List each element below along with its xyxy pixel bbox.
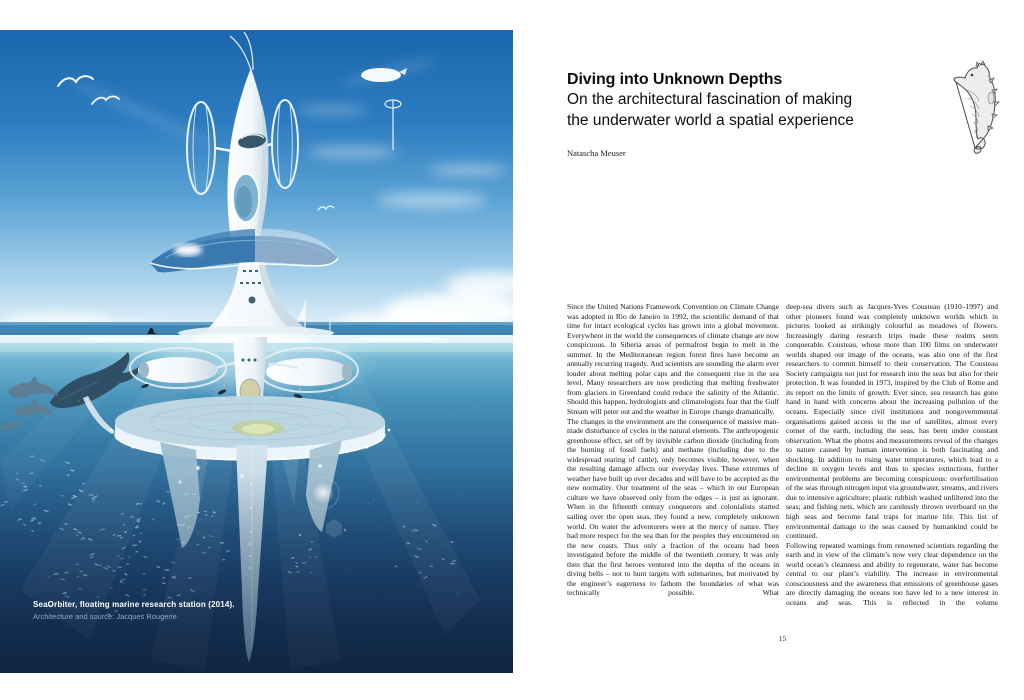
author-name: Natascha Meuser xyxy=(567,148,626,158)
image-caption xyxy=(33,600,235,621)
paragraph: Since the United Nations Framework Convention on Climate Change was adopted in Rio de Janeiro in 1992, the scientific demand of that time for intact ecological cycles has grown into a global movement. Everywhere in the world the consequences of climate change are now conspicuous. In Siberia areas of permafrost begin to melt in the summer. In the Mediterranean region forest fires have become an annually recurring tragedy. And scientists are sounding the alarm ever louder about melting polar caps and the consequent rise in the sea level. Many researchers are now predicting that melting freshwater from glaciers in Greenland could reduce the salinity of the Atlantic. Should this happen, hydrologists and climatologists fear that the Gulf Stream will peter out and the weather in Europe change dramatically. xyxy=(567,302,779,417)
right-page xyxy=(513,0,1024,700)
caption-source: Architecture and source: Jacques Rougerie xyxy=(33,612,177,621)
caption-title: SeaOrbiter, floating marine research station (2014). xyxy=(33,600,235,609)
text-column-right xyxy=(786,302,998,608)
paragraph: Following repeated warnings from renowned scientists regarding the earth and in view of the climate’s now very clear dependence on the world ocean’s cleanness and ability to regenerate, water has become central to our plant’s viability. The increase in environmental consciousness and the awareness that emissions of greenhouse gases are directly damaging the oceans too have led to a new interest in oceans and seas. This is reflected in the volume xyxy=(786,540,998,607)
page-number: 15 xyxy=(778,634,787,643)
paragraph: deep-sea divers such as Jacques-Yves Cousteau (1910–1997) and other pioneers found was completely unknown worlds which in pictures looked as strikingly colourful as meadows of flowers. Increasingly daring research trips made these realms seem conquerable. Cousteau, whose more than 100 films on underwater worlds shaped our image of the oceans, was also one of the first researchers to commit himself to their conservation. The Cousteau Society campaigns not just for research into the seas but also for their protection. It was founded in 1973, inspired by the Club of Rome and its report on the limits of growth. Ever since, sea research has gone hand in hand with concerns about the increasing pollution of the oceans. Especially since civil institutions and nongovernmental organisations gained access to the use of satellites, almost every corner of the earth, including the seas, has been under constant observation. What the photos and measurements reveal of the changes to nature caused by human intervention is both fascinating and shocking. In addition to rising water temperatures, which lead to a decline in oxygen levels and thus to species extinctions, further environmental problems are becoming conspicuous: overfertilisation of the seas through nitrogen input via groundwater, streams, and rivers due to intensive agriculture; plastic rubbish washed unfiltered into the seas; and fishing nets, which are carelessly thrown overboard on the high seas and become fatal traps for marine life. This list of environmental damage to the seas caused by humankind could be continued. xyxy=(786,302,998,541)
subtitle-line-1: On the architectural fascination of making xyxy=(567,91,853,108)
subtitle-line-2: the underwater world a spatial experience xyxy=(567,111,854,129)
seahorse-icon xyxy=(950,60,1000,155)
headline-block xyxy=(567,70,867,158)
depth-vignette xyxy=(0,470,513,673)
paragraph: The changes in the environment are the consequence of massive man-made disturbance of cycles in the natural elements. The anthropogenic greenhouse effect, set off by invisible carbon dioxide (including from the burning of fossil fuels) and methane (including due to the widespread rearing of cattle), only becomes visible, however, when the resulting damage affects our everyday lives. These extremes of weather have built up over decades and will have to be accepted as the new normality. Our treatment of the seas – which in our European culture we have observed only from the edges – is just as ignorant. When in the fifteenth century conquerors and colonialists started sailing over the open seas, they found a new, completely unknown world. On water the adventurers were at the mercy of nature. They had more respect for the sea than for the peoples they encountered on the new coasts. Thus only a fraction of the oceans had been investigated before the middle of the twentieth century. It was only then that the first heroes ventured into the depths of the oceans in diving bells – not to hunt targets with submarines, but motivated by the engineer’s eagerness to fathom the boundaries of what was technically possible. What xyxy=(567,416,779,598)
text-column-left xyxy=(567,302,779,608)
page-title: Diving into Unknown Depths xyxy=(567,71,783,88)
left-page xyxy=(0,30,513,673)
seaorbiter-photo xyxy=(0,30,513,673)
body-text-columns xyxy=(567,302,998,608)
